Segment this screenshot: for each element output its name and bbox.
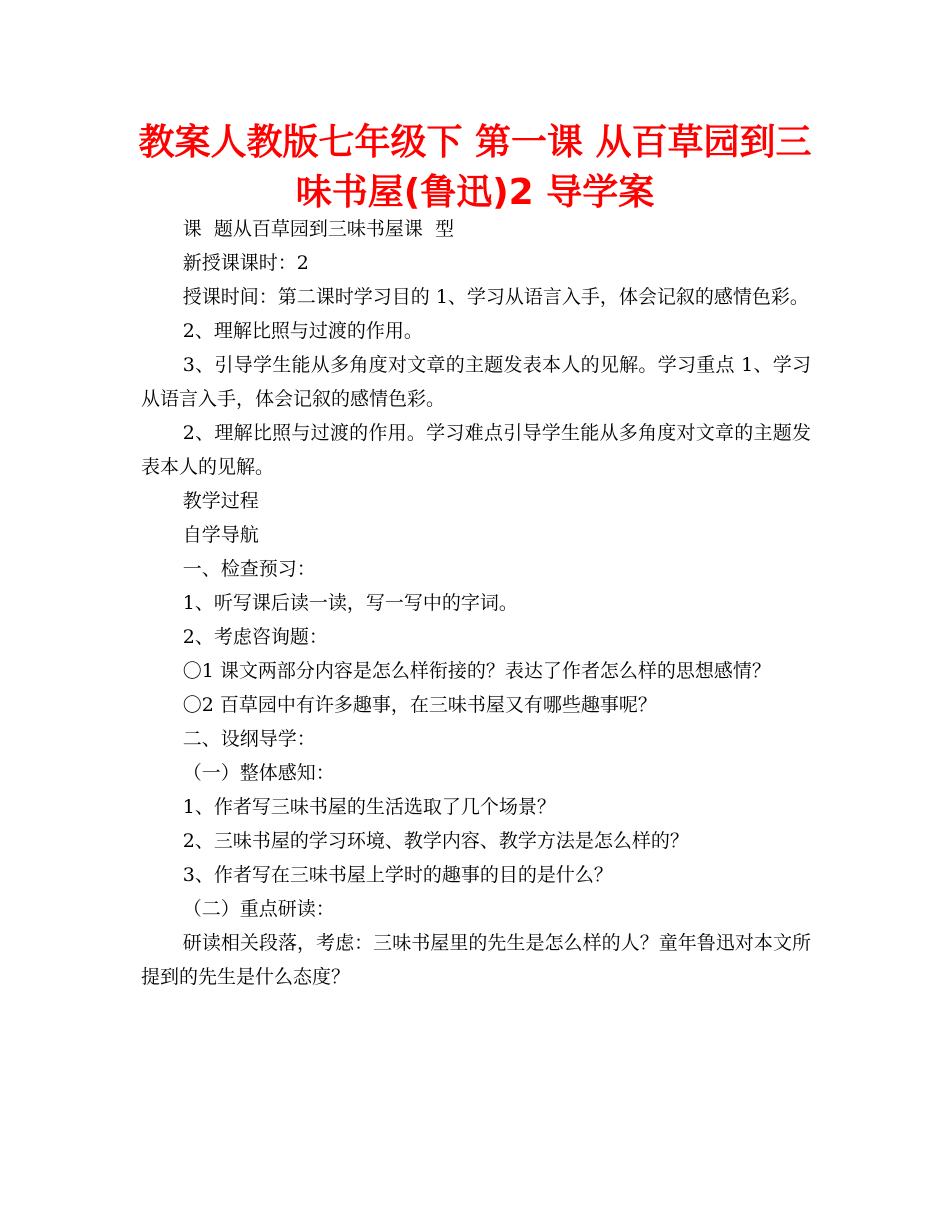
paragraph-perception-1: 1、作者写三味书屋的生活选取了几个场景？ <box>182 796 556 818</box>
paragraph-perception-3: 3、作者写在三味书屋上学时的趣事的目的是什么？ <box>182 864 613 886</box>
heading-self-study: 自学导航 <box>182 524 259 546</box>
paragraph-objectives: 授课时间：第二课时学习目的 1、学习从语言入手，体会记叙的感情色彩。 <box>182 286 809 308</box>
paragraph-dictation: 1、听写课后读一读，写一写中的字词。 <box>182 592 518 614</box>
heading-teaching-process: 教学过程 <box>182 490 259 512</box>
paragraph-question-2: 〇2 百草园中有许多趣事，在三味书屋又有哪些趣事呢？ <box>182 694 657 716</box>
paragraph-questions-heading: 2、考虑咨询题： <box>182 626 328 648</box>
document-title: 教案人教版七年级下 第一课 从百草园到三味书屋(鲁迅)2 导学案 <box>138 122 812 213</box>
paragraph-key-points: 3、引导学生能从多角度对文章的主题发表本人的见解。学习重点 1、学习从语言入手，体会记叙的感情色彩。 <box>141 354 811 410</box>
heading-overall-perception: （一）整体感知： <box>182 762 335 784</box>
document-body <box>141 212 811 994</box>
paragraph-lesson-type: 新授课课时：2 <box>182 252 309 274</box>
paragraph-objective-2: 2、理解比照与过渡的作用。 <box>182 320 423 342</box>
paragraph-question-1: 〇1 课文两部分内容是怎么样衔接的？表达了作者怎么样的思想感情？ <box>182 660 771 682</box>
heading-preview-check: 一、检查预习： <box>182 558 316 580</box>
paragraph-course-topic: 课 题从百草园到三味书屋课 型 <box>182 218 454 240</box>
paragraph-perception-2: 2、三味书屋的学习环境、教学内容、教学方法是怎么样的？ <box>182 830 689 852</box>
paragraph-key-reading: 研读相关段落，考虑：三味书屋里的先生是怎么样的人？童年鲁迅对本文所提到的先生是什么态度？ <box>141 932 811 988</box>
heading-guided-study: 二、设纲导学： <box>182 728 316 750</box>
heading-key-reading: （二）重点研读： <box>182 898 335 920</box>
paragraph-difficulties: 2、理解比照与过渡的作用。学习难点引导学生能从多角度对文章的主题发表本人的见解。 <box>141 422 811 478</box>
